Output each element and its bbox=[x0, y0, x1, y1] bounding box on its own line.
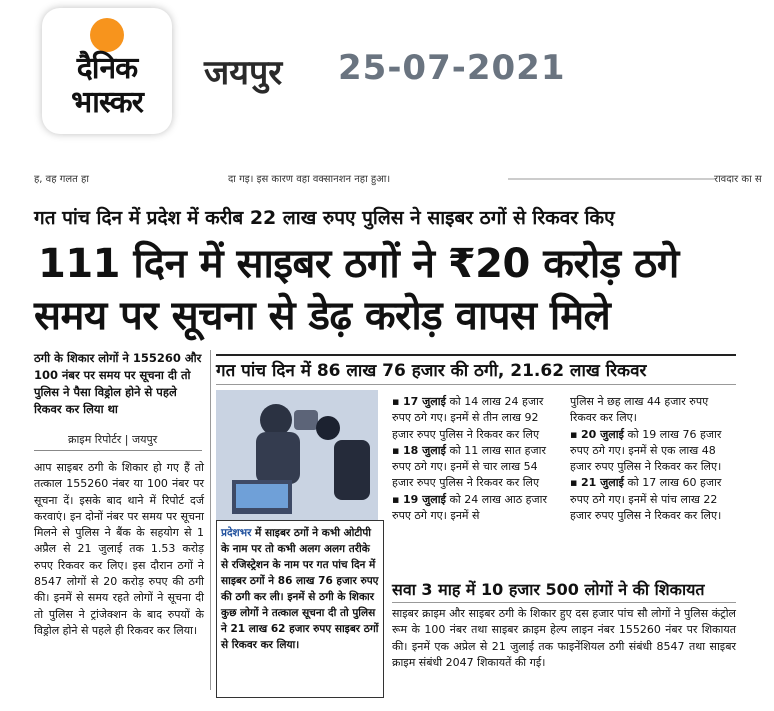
highlight-box bbox=[216, 520, 384, 698]
item-date: 17 जुलाई bbox=[402, 395, 446, 408]
kicker-headline: गत पांच दिन में प्रदेश में करीब 22 लाख रुपए पुलिस ने साइबर ठगों से रिकवर किए bbox=[34, 207, 615, 229]
dainik-bhaskar-logo[interactable] bbox=[42, 8, 172, 134]
item-text: को 17 लाख 60 हजार रुपए ठगे गए। इनमें से पांच लाख 22 हजार रुपए पुलिस ने रिकवर कर लिए। bbox=[570, 476, 722, 523]
list-item: ▪ 21 जुलाई को 17 लाख 60 हजार रुपए ठगे गए। इनमें से पांच लाख 22 हजार रुपए पुलिस ने रिकवर कर लिए। bbox=[570, 476, 722, 523]
subheadline: गत पांच दिन में 86 लाख 76 हजार की ठगी, 21.62 लाख रिकवर bbox=[216, 361, 647, 381]
edition-date: 25-07-2021 bbox=[338, 48, 566, 88]
divider bbox=[34, 450, 202, 451]
daily-breakdown-col2 bbox=[570, 394, 736, 524]
cut-off-previous-text bbox=[30, 168, 774, 186]
daily-breakdown-col1 bbox=[392, 394, 554, 524]
item-date: 18 जुलाई bbox=[402, 443, 446, 457]
strip-right-text: रावदार का स bbox=[714, 174, 762, 185]
section-headline: सवा 3 माह में 10 हजार 500 लोगों ने की शिकायत bbox=[392, 580, 705, 599]
item-text: को 24 लाख आठ हजार रुपए ठगे गए। इनमें से bbox=[392, 492, 548, 523]
box-lead-word: प्रदेशभर bbox=[221, 527, 252, 539]
box-text: में साइबर ठगों ने कभी ओटीपी के नाम पर तो कभी अलग अलग तरीके से रजिस्ट्रेशन के नाम पर गत पांच दिन में साइबर ठगों ने 86 लाख 76 हजार रुपए की ठगी कर ली। इनमें से ठगी के शिकार कुछ लोगों ने तत्काल सूचना दी तो पुलिस ने 21 लाख 62 हजार रुपए साइबर ठगों से रिकवर कर लिया। bbox=[221, 527, 379, 651]
list-item: ▪ 20 जुलाई को 19 लाख 76 हजार रुपए ठगे गए। इनमें से एक लाख 48 हजार रुपए पुलिस ने रिकवर कर लिए। bbox=[570, 427, 722, 474]
sun-icon bbox=[90, 18, 124, 52]
edition-city: जयपुर bbox=[204, 53, 283, 93]
main-headline-line1: 111 दिन में साइबर ठगों ने ₹20 करोड़ ठगे bbox=[38, 241, 679, 287]
divider bbox=[216, 384, 736, 385]
header bbox=[0, 0, 774, 152]
item-text: को 14 लाख 24 हजार रुपए ठगे गए। इनमें से तीन लाख 92 हजार रुपए पुलिस ने रिकवर कर लिए bbox=[392, 395, 544, 441]
item-date: 20 जुलाई bbox=[580, 427, 624, 441]
column-divider bbox=[210, 350, 211, 690]
hacker-icon bbox=[216, 390, 378, 520]
strip-mid-text: दा गइ। इस कारण वहा वक्सानशन नहा हुआ। bbox=[228, 174, 391, 185]
logo-text-line2: भास्कर bbox=[71, 85, 143, 120]
logo-text-line1: दैनिक bbox=[76, 51, 138, 86]
list-item: ▪ 17 जुलाई को 14 लाख 24 हजार रुपए ठगे गए। इनमें से तीन लाख 92 हजार रुपए पुलिस ने रिकवर कर लिए bbox=[392, 395, 544, 441]
continued-text: पुलिस ने छह लाख 44 हजार रुपए रिकवर कर लिए। bbox=[570, 395, 709, 425]
section-body: साइबर क्राइम और साइबर ठगी के शिकार हुए दस हजार पांच सौ लोगों ने पुलिस कंट्रोल रूम के 100 नंबर तथा साइबर क्राइम हेल्प लाइन नंबर 155260 नंबर पर शिकायत की। इनमें एक अप्रेल से 21 जुलाई तक फाइनेंशियल ठगी संबंधी 8547 तथा साइबर क्राइम संबंधी 2047 शिकायतें की गई। bbox=[392, 607, 736, 669]
hacker-illustration bbox=[216, 390, 378, 520]
main-headline-line2: समय पर सूचना से डेढ़ करोड़ वापस मिले bbox=[34, 293, 611, 339]
item-date: 19 जुलाई bbox=[402, 492, 446, 506]
item-text: को 19 लाख 76 हजार रुपए ठगे गए। इनमें से एक लाख 48 हजार रुपए पुलिस ने रिकवर कर लिए। bbox=[570, 427, 722, 474]
intro-summary: ठगी के शिकार लोगों ने 155260 और 100 नंबर पर समय पर सूचना दी तो पुलिस ने पैसा विड्रोल होने से पहले रिकवर कर लिया था bbox=[34, 351, 202, 416]
body-text-left: आप साइबर ठगी के शिकार हो गए हैं तो तत्काल 155260 नंबर या 100 नंबर पर सूचना दें। इसके बाद थाने में रिपोर्ट दर्ज करवाएं। इन दोनों नंबर पर समय पर सूचना मिलने से पुलिस ने बैंक के सहयोग से 1 अप्रैल से 21 जुलाई तक 1.53 करोड़ रुपए रिकवर कर लिए। इस दौरान ठगों ने 8547 लोगों से 20 करोड़ रुपए की ठगी की। इनमें से समय रहते लोगों ने सूचना दी तो पुलिस ने ट्रांजेक्शन के बाद रुपयों के विड्रोल होने से पहले ही रिकवर कर लिया। bbox=[34, 461, 204, 637]
divider bbox=[216, 354, 736, 356]
item-date: 21 जुलाई bbox=[580, 476, 624, 490]
byline: क्राइम रिपोर्टर | जयपुर bbox=[68, 433, 158, 446]
divider bbox=[392, 602, 736, 603]
item-text: को 11 लाख सात हजार रुपए ठगे गए। इनमें से चार लाख 54 हजार रुपए पुलिस ने रिकवर कर लिए bbox=[392, 443, 546, 490]
newspaper-clipping bbox=[30, 168, 774, 711]
list-item: ▪ 19 जुलाई को 24 लाख आठ हजार रुपए ठगे गए। इनमें से bbox=[392, 492, 548, 523]
strip-left-text: ह, वह गलत हा bbox=[34, 174, 89, 185]
list-item: ▪ 18 जुलाई को 11 लाख सात हजार रुपए ठगे गए। इनमें से चार लाख 54 हजार रुपए पुलिस ने रिकवर कर लिए bbox=[392, 443, 546, 490]
divider bbox=[508, 178, 714, 180]
